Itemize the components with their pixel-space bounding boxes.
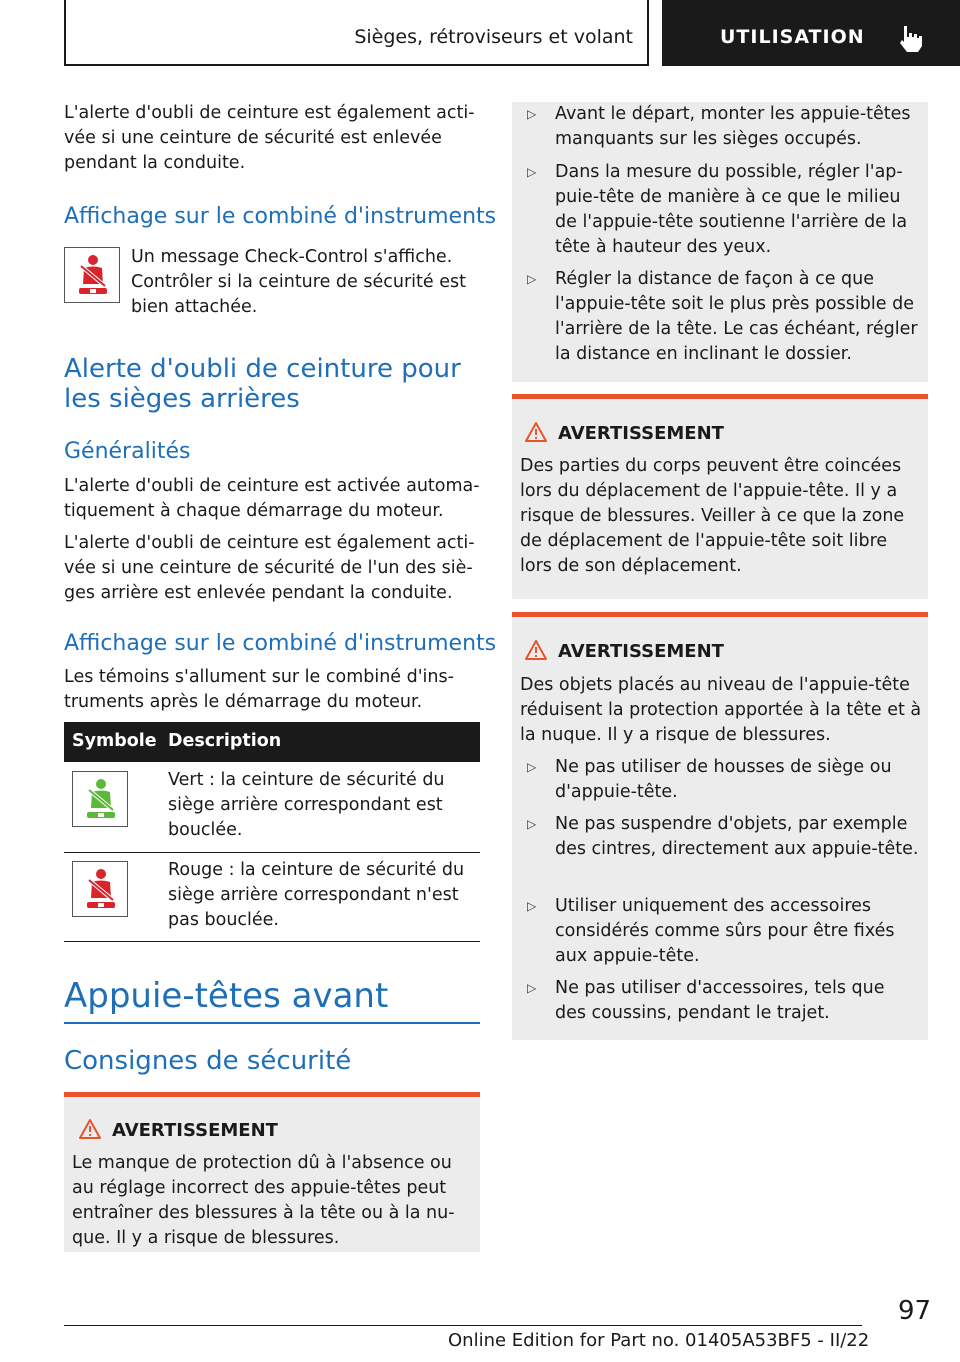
list-item: ▷ Régler la distance de façon à ce que l'appuie-tête soit le plus près possible de l'arrière de la tête. Le cas échéant, régler la distance en inclinant le dossier. [527,269,918,364]
seatbelt-red-icon [73,254,113,298]
warning-title [558,423,724,444]
paragraph-alert-removed: L'alerte d'oubli de ceinture est également acti-vée si une ceinture de sécurité est enlevée pendant la conduite. [64,103,475,173]
table-row-symbol [72,861,128,917]
paragraph-check-control: Un message Check-Control s'affiche. Contrôler si la ceinture de sécurité est bien attachée. [131,247,466,317]
table-row-symbol [72,771,128,827]
heading-general: Généralités [64,439,191,464]
table-row-desc-red: Rouge : la ceinture de sécurité du siège arrière correspondant n'est pas bouclée. [168,860,465,930]
header-section-title: Sièges, rétroviseurs et volant [354,26,633,48]
warning-bar [512,612,928,617]
bullet-triangle-icon: ▷ [527,981,537,995]
header-chapter-box [662,0,960,66]
warning-text: Des objets placés au niveau de l'appuie-tête réduisent la protection apportée à la tête et à la nuque. Il y a risque de blessures. [520,675,922,745]
header-section-box [64,0,649,66]
list-item: ▷ Utiliser uniquement des accessoires considérés comme sûrs pour être fixés aux appuie-tête. [527,896,895,966]
table-bottom-line [64,941,480,942]
warning-title-text: AVERTISSEMENT [558,641,724,662]
paragraph-rear-removed: L'alerte d'oubli de ceinture est également acti-vée si une ceinture de sécurité de l'un des siè-ges arrière est enlevée pendant la conduite. [64,533,475,603]
paragraph-lights-on: Les témoins s'allument sur le combiné d'ins-truments après le démarrage du moteur. [64,667,454,712]
table-col-symbol: Symbole [72,731,157,751]
warning-text: Le manque de protection dû à l'absence ou au réglage incorrect des appuie-têtes peut entraîner des blessures à la tête ou à la nu-que. Il y a risque de blessures. [72,1153,455,1248]
table-row-desc-green: Vert : la ceinture de sécurité du siège arrière correspondant est bouclée. [168,770,445,840]
list-item: ▷ Dans la mesure du possible, régler l'ap-puie-tête de manière à ce que le milieu de l'appuie-tête soutienne l'arrière de la tête à hauteur des yeux. [527,162,908,257]
warning-triangle-icon [524,421,548,443]
page-number: 97 [898,1296,932,1326]
heading-display-instruments-2: Affichage sur le combiné d'instruments [64,631,497,656]
list-item: ▷ Ne pas suspendre d'objets, par exemple des cintres, directement aux appuie-tête. [527,814,919,859]
warning-title [112,1120,278,1141]
warning-title-text: AVERTISSEMENT [112,1120,278,1141]
heading-display-instruments-1: Affichage sur le combiné d'instruments [64,204,497,229]
heading-front-headrests: Appuie-têtes avant [64,976,389,1016]
bullet-triangle-icon: ▷ [527,817,537,831]
heading-safety: Consignes de sécurité [64,1046,352,1076]
bullet-triangle-icon: ▷ [527,899,537,913]
hand-pointer-icon [898,24,924,54]
warning-bar [64,1092,480,1097]
heading-rear-seat-alert: Alerte d'oubli de ceinture pour les sièges arrières [64,354,461,414]
warning-title-text: AVERTISSEMENT [558,423,724,444]
bullet-triangle-icon: ▷ [527,760,537,774]
table-col-description: Description [168,731,282,751]
paragraph-auto-activation: L'alerte d'oubli de ceinture est activée automa-tiquement à chaque démarrage du moteur. [64,476,480,521]
bullet-triangle-icon: ▷ [527,272,537,286]
warning-text: Des parties du corps peuvent être coincées lors du déplacement de l'appuie-tête. Il y a risque de blessures. Veiller à ce que la zone de déplacement de l'appuie-tête soit libre lors de son déplacement. [520,456,905,576]
footer-rule [64,1325,862,1326]
warning-title [558,641,724,662]
list-item: ▷ Ne pas utiliser de housses de siège ou d'appuie-tête. [527,757,892,802]
table-row-divider [64,852,480,853]
heading-underline [64,1022,480,1024]
warning-bar [512,394,928,399]
footer-edition: Online Edition for Part no. 01405A53BF5 - II/22 [448,1330,870,1351]
bullet-triangle-icon: ▷ [527,165,537,179]
table-header [64,722,480,762]
seatbelt-warning-symbol [64,247,120,303]
list-item: ▷ Avant le départ, monter les appuie-têtes manquants sur les sièges occupés. [527,104,911,149]
warning-triangle-icon [78,1118,102,1140]
seatbelt-green-icon [81,778,121,822]
bullet-triangle-icon: ▷ [527,107,537,121]
list-item: ▷ Ne pas utiliser d'accessoires, tels que des coussins, pendant le trajet. [527,978,885,1023]
seatbelt-red-icon [81,868,121,912]
header-chapter-title: UTILISATION [720,26,865,48]
warning-triangle-icon [524,639,548,661]
